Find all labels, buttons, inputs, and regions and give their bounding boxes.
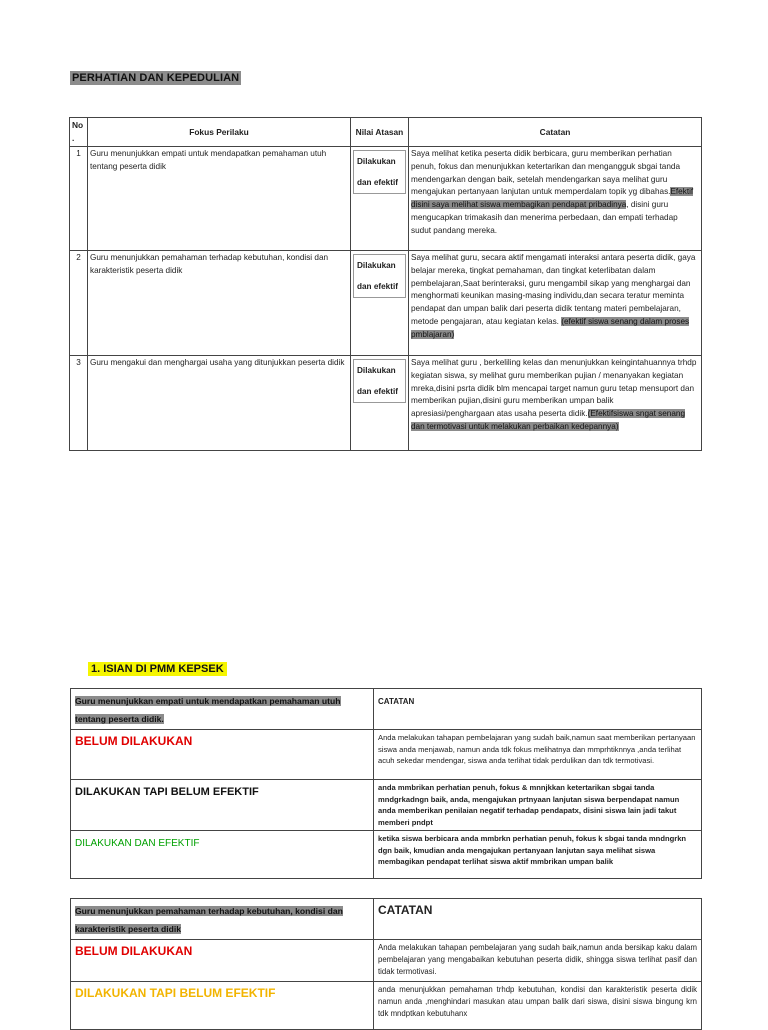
row-fokus: Guru mengakui dan menghargai usaha yang ditunjukkan peserta didik xyxy=(88,356,351,451)
fokus-cell xyxy=(71,899,374,940)
level-label: BELUM DILAKUKAN xyxy=(75,944,193,958)
catatan-highlight: (Efektifsiswa sngat senang dan termotivasi untuk melakukan perbaikan kedepannya) xyxy=(411,409,685,431)
pmm-table-header xyxy=(71,689,702,730)
table-row xyxy=(70,251,702,356)
row-number: 3 xyxy=(70,356,88,451)
header-no: No . xyxy=(70,118,88,147)
row-catatan: Saya melihat guru, secara aktif mengamati interaksi antara peserta didik, gaya belajar mereka, tingkat pemahaman, dan tingkat keterlibatan dalam pembelajaran,Saat berinteraksi, guru mengambil sikap yang menghargai dan menghormati keunikan masing-masing individu,dan secara teratur meminta pendapat dan umpan balik dari peserta didik tentang materi pembelajaran, metode pengajaran, atau kegiatan kelas. (efektif siswa senang dalam proses pmblajaran) xyxy=(409,251,702,356)
note-cell: anda mmbrikan perhatian penuh, fokus & mnnjkkan ketertarikan sbgai tanda mndgrkadngn baik, anda, mengajukan prtnyaan lanjutan siswa berpendapat namun anda memberikan penilaian negatif terhadap pendapatx, disini siswa lain jadi takut memberi pndpt xyxy=(374,780,702,831)
row-catatan: Saya melihat ketika peserta didik berbicara, guru memberikan perhatian penuh, fokus dan menunjukkan ketertarikan dan mengangguk sbgai tanda mendengarkan dengan baik, setelah mendengarkan saya melihat guru mengajukan pertanyaan lanjutan untuk memperdalam topik yg dibahas.Efektif disini saya melihat siswa membagikan pendapat pribadinya, disini guru mengucapkan trimakasih dan menerima perbedaan, dan empati terhadap sudut pandang mereka. xyxy=(409,147,702,251)
note-cell: Anda melakukan tahapan pembelajaran yang sudah baik,namun anda bersikap kaku dalam pembelajaran yang mengabaikan kebutuhan peserta didik, shingga siswa terlihat pasif dan tidak termotivasi. xyxy=(374,940,702,982)
catatan-highlight: Efektif disini saya melihat siswa membagikan pendapat pribadinya xyxy=(411,187,694,210)
row-fokus: Guru menunjukkan empati untuk mendapatkan pemahaman utuh tentang peserta didik xyxy=(88,147,351,251)
row-nilai: Dilakukan dan efektif xyxy=(351,251,409,356)
table-row xyxy=(70,356,702,451)
behavior-table xyxy=(69,117,702,451)
note-cell: Anda melakukan tahapan pembelajaran yang sudah baik,namun saat memberikan pertanyaan siswa anda menjawab, namun anda tdk fokus melihatnya dan mmprhtiknnya ,anda terlihat acuh sekedar mendengar, siswa anda terlihat tidak perdulikan dan tdk termotivasi. xyxy=(374,730,702,780)
table-row xyxy=(71,780,702,831)
fokus-text: Guru menunjukkan pemahaman terhadap kebutuhan, kondisi dan karakteristik peserta didik xyxy=(75,906,343,934)
fokus-text: Guru menunjukkan empati untuk mendapatkan pemahaman utuh tentang peserta didik. xyxy=(75,696,341,724)
row-fokus: Guru menunjukkan pemahaman terhadap kebutuhan, kondisi dan karakteristik peserta didik xyxy=(88,251,351,356)
page-title: PERHATIAN DAN KEPEDULIAN xyxy=(72,72,240,84)
level-label: DILAKUKAN DAN EFEKTIF xyxy=(75,838,200,849)
behavior-table-header xyxy=(70,118,702,147)
catatan-highlight: (efektif siswa senang dalam proses pmblajaran) xyxy=(411,316,690,339)
level-cell xyxy=(71,940,374,982)
level-cell xyxy=(71,831,374,879)
header-nilai: Nilai Atasan xyxy=(351,118,409,147)
catatan-header: CATATAN xyxy=(374,689,702,730)
row-number: 1 xyxy=(70,147,88,251)
pmm-table-kebutuhan xyxy=(70,898,702,1030)
level-cell xyxy=(71,730,374,780)
level-label: DILAKUKAN TAPI BELUM EFEKTIF xyxy=(75,986,276,1000)
level-label: BELUM DILAKUKAN xyxy=(75,734,193,748)
catatan-header: CATATAN xyxy=(374,899,702,940)
row-number: 2 xyxy=(70,251,88,356)
row-catatan: Saya melihat guru , berkeliling kelas dan menunjukkan keingintahuannya trhdp kegiatan siswa, sy melihat guru memberikan pujian / menanyakan kegiatan mreka,disini psrta didik blm mencapai target namun guru tetap mensuport dan memberikan pujian,disini guru memberikan umpan balik apresiasi/penghargaan atas usaha peserta didik.(Efektifsiswa sngat senang dan termotivasi untuk melakukan perbaikan kedepannya) xyxy=(409,356,702,451)
level-cell xyxy=(71,780,374,831)
header-fokus: Fokus Perilaku xyxy=(88,118,351,147)
row-nilai: Dilakukan dan efektif xyxy=(351,356,409,451)
table-row xyxy=(71,730,702,780)
note-cell: ketika siswa berbicara anda mmbrkn perhatian penuh, fokus k sbgai tanda mndngrkn dgn baik, kmudian anda mengajukan pertanyaan lanjutan saya melihat siswa membagikan pendapat terlihat siswa aktif mmbrikan umpan balik xyxy=(374,831,702,879)
pmm-table-header xyxy=(71,899,702,940)
section-title: 1. ISIAN DI PMM KEPSEK xyxy=(88,662,227,676)
table-row xyxy=(71,940,702,982)
header-catatan: Catatan xyxy=(409,118,702,147)
level-cell xyxy=(71,982,374,1030)
fokus-cell xyxy=(71,689,374,730)
row-nilai: Dilakukan dan efektif xyxy=(351,147,409,251)
table-row xyxy=(71,982,702,1030)
pmm-table-empati xyxy=(70,688,702,879)
table-row xyxy=(71,831,702,879)
level-label: DILAKUKAN TAPI BELUM EFEKTIF xyxy=(75,786,259,798)
note-cell: anda menunjukkan pemahaman trhdp kebutuhan, kondisi dan karakteristik peserta didik namun anda ,menghindari masukan atau umpan balik dari siswa, disini siswa bingung krn tdk mndptkan kebutuhanx xyxy=(374,982,702,1030)
table-row xyxy=(70,147,702,251)
